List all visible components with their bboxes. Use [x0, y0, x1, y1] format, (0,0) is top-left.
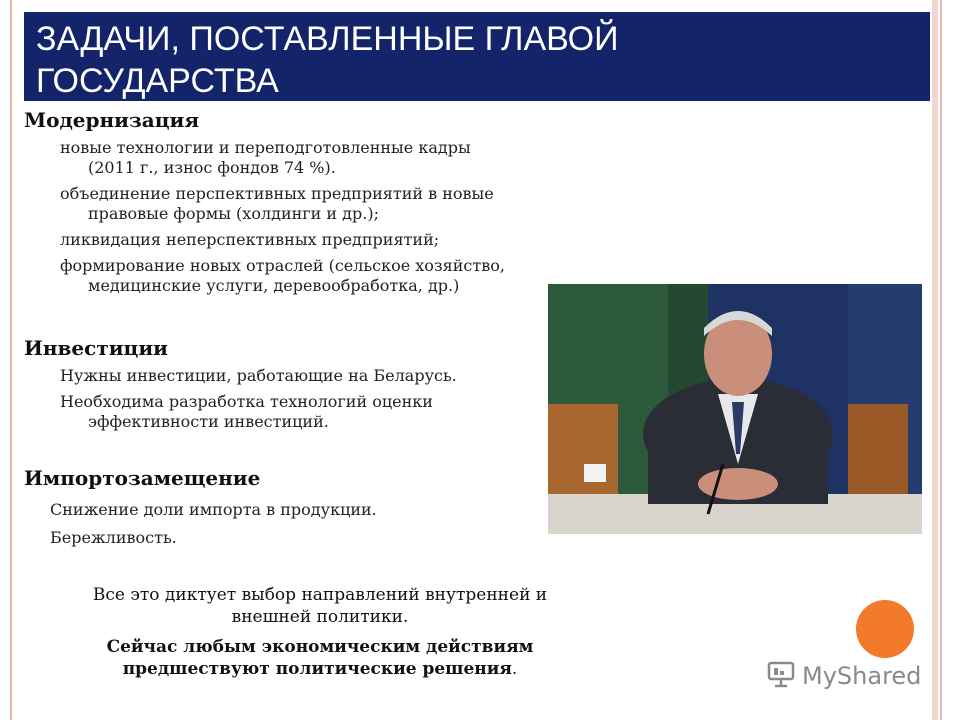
list-item	[60, 138, 471, 178]
speaker-photo-image	[548, 284, 922, 534]
list-item-text: Нужны инвестиции, работающие на Беларусь.	[60, 366, 457, 385]
slide-title-line-1: ЗАДАЧИ, ПОСТАВЛЕННЫЕ ГЛАВОЙ	[36, 20, 619, 58]
list-item-text: новые технологии и переподготовленные кадры	[60, 138, 471, 157]
list-item-text: Снижение доли импорта в продукции.	[50, 500, 377, 519]
list-item-text: Необходима разработка технологий оценки	[60, 392, 433, 411]
list-item	[50, 528, 177, 548]
list-item	[60, 392, 433, 432]
closing-bold-suffix: .	[511, 659, 518, 679]
list-item	[60, 256, 505, 296]
closing-emphasis	[40, 636, 600, 680]
closing-statement	[40, 584, 600, 628]
list-item	[60, 230, 439, 250]
presentation-screen-icon	[766, 659, 796, 693]
list-item-text-cont: эффективности инвестиций.	[88, 412, 329, 431]
myshared-watermark	[766, 656, 926, 696]
list-item-text-cont: медицинские услуги, деревообработка, др.)	[88, 276, 460, 295]
list-item	[60, 184, 494, 224]
watermark-text: MyShared	[802, 662, 922, 690]
list-item-text-cont: (2011 г., износ фондов 74 %).	[88, 158, 336, 177]
closing-line-2: внешней политики.	[231, 607, 409, 627]
orange-circle-decoration	[856, 600, 914, 658]
list-item-text-cont: правовые формы (холдинги и др.);	[88, 204, 379, 223]
list-item-text: формирование новых отраслей (сельское хозяйство,	[60, 256, 505, 275]
closing-line-1: Все это диктует выбор направлений внутренней и	[92, 585, 548, 605]
list-item-text: ликвидация неперспективных предприятий;	[60, 230, 440, 249]
list-item-text: Бережливость.	[50, 528, 177, 547]
slide-title	[24, 12, 930, 101]
heading-modernization: Модернизация	[24, 108, 200, 132]
heading-import-substitution: Импортозамещение	[24, 466, 261, 490]
side-rule-right	[940, 0, 942, 720]
list-item-text: объединение перспективных предприятий в новые	[60, 184, 494, 203]
heading-investments: Инвестиции	[24, 336, 169, 360]
closing-bold-line-2: предшествуют политические решения	[122, 659, 512, 679]
closing-bold-line-1: Сейчас любым экономическим действиям	[106, 637, 534, 657]
side-rule-band	[932, 0, 938, 720]
speaker-photo	[548, 284, 922, 534]
slide-title-line-2: ГОСУДАРСТВА	[36, 62, 279, 100]
list-item	[50, 500, 377, 520]
side-rule-left	[10, 0, 12, 720]
list-item	[60, 366, 457, 386]
